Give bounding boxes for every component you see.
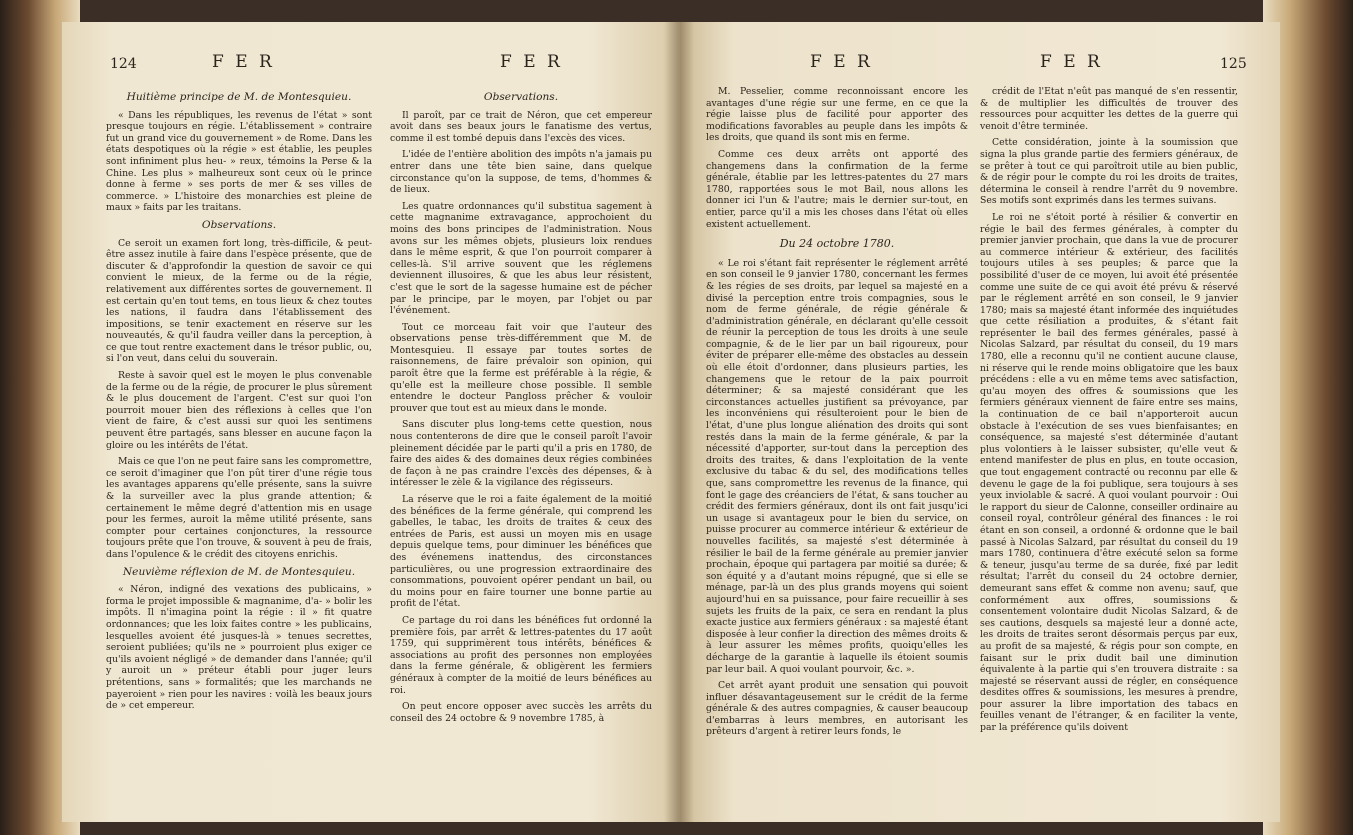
left-page [62,22,680,822]
paragraph: Ce partage du roi dans les bénéfices fut ordonné la première fois, par arrêt & lettres-patentes du 17 août 1759, qui supprimèrent tous intérêts, bénéfices & associations au profit des personnes non employées dans la ferme générale, & obligèrent les fermiers généraux à compter de la moitié de leurs bénéfices au roi. [390,614,652,696]
paragraph: Le roi ne s'étoit porté à résilier & convertir en régie le bail des fermes générales, à compter du premier janvier prochain, que dans la vue de procurer au commerce intérieur & extérieur, des facilités toujours utiles à ses peuples; & parce que la possibilité d'user de ce moyen, lui avoit été présentée comme une suite de ce qui avoit été prévu & réservé par le réglement arrêté en son conseil, le 9 janvier 1780; mais sa majesté étant informée des inquiétudes que cette résiliation a produites, & s'étant fait représenter le bail des fermes générales, passé à Nicolas Salzard, par résultat du conseil, du 19 mars 1780, elle a reconnu qu'il ne contient aucune clause, ni réserve qui le rende moins obligatoire que les baux précédens : elle a vu en même tems avec satisfaction, qu'au moyen des offres & soumissions que les fermiers généraux viennent de faire entre ses mains, la continuation de ce bail n'apporteroit aucun obstacle à l'exécution de ses vues bienfaisantes; en conséquence, sa majesté s'est déterminée d'autant plus volontiers à le laisser subsister, qu'elle veut & entend manifester de plus en plus, en toute occasion, que tout engagement contracté ou reconnu par elle & devenu le gage de la foi publique, sera toujours à ses yeux inviolable & sacré. A quoi voulant pourvoir : Oui le rapport du sieur de Calonne, conseiller ordinaire au conseil royal, contrôleur général des finances : le roi étant en son conseil, a ordonné & ordonne que le bail passé à Nicolas Salzard, par résultat du conseil du 19 mars 1780, continuera d'être exécuté selon sa forme & teneur, jusqu'au terme de sa durée, fixé par ledit résultat; l'arrêt du conseil du 24 octobre dernier, demeurant sans effet & comme non avenu; sauf, que conformément aux offres, soumissions & consentement volontaire dudit Nicolas Salzard, & de ses cautions, desquels sa majesté leur a donné acte, les droits de traites seront désormais perçus par eux, au profit de sa majesté, & régis pour son compte, en faisant sur le prix dudit bail une diminution équivalente à la partie qui s'en trouvera distraite : sa majesté se réservant aussi de régler, en conséquence desdites offres & soumissions, les mesures à prendre, pour assurer la libre importation des tabacs en feuilles venant de l'étranger, & en faciliter la vente, par la préférence qu'ils doivent [980,211,1238,734]
right-page-column-2 [980,86,1238,739]
running-head-right-col1: F E R [810,52,873,72]
paragraph: La réserve que le roi a faite également de la moitié des bénéfices de la ferme générale, qui comprend les gabelles, le tabac, les droits de traites & ceux des entrées de Paris, est aussi un moyen mis en usage depuis quelque tems, pour diminuer les bénéfices que des événemens inattendus, des circonstances particulières, ou une progression extraordinaire des consommations, pouvoient opérer pendant un bail, ou du moins pour en faire tourner une bonne partie au profit de l'état. [390,494,652,610]
page-number-left: 124 [110,56,137,72]
paragraph: Les quatre ordonnances qu'il substitua sagement à cette magnanime extravagance, approchoient du moins des bons principes de l'administration. Nous avons sur les mêmes objets, plusieurs loix rendues dans le même esprit, & que l'on pourroit comparer à celles-là. S'il arrive souvent que les réglemens deviennent illusoires, & que les abus leur résistent, c'est que le sort de la sagesse humaine est de pécher par le principe, par le moyen, par l'objet ou par l'événement. [390,200,652,317]
left-page-column-1 [106,86,372,717]
paragraph: Il paroît, par ce trait de Néron, que cet empereur avoit dans ses beaux jours le fanatisme des vertus, comme il est tombé depuis dans l'excès des vices. [390,109,652,144]
right-page [680,22,1280,822]
dateline: Du 24 octobre 1780. [779,237,895,251]
right-page-column-1 [706,86,968,743]
paragraph: Ce seroit un examen fort long, très-difficile, & peut-être assez inutile à faire dans l'espèce présente, que de discuter & d'approfondir la question de savoir ce qui convient le mieux, de la ferme ou de la régie, relativement aux différentes sortes de gouvernement. Il est certain qu'en tout tems, en tous lieux & chez toutes les nations, il faudra dans l'établissement des impositions, se tenir exactement en réserve sur les nouveautés, & qu'il faudra veiller dans la perception, à ce que tout rentre exactement dans le trésor public, ou, si l'on veut, dans celui du souverain. [106,237,372,365]
paragraph: Sans discuter plus long-tems cette question, nous nous contenterons de dire que le conseil paroît l'avoir pleinement décidée par le parti qu'il a pris en 1780, de faire des aides & des domaines deux régies combinées de façon à ne pas craindre l'excès des dépenses, & à intéresser le zèle & la vigilance des régisseurs. [390,419,652,489]
paragraph: Mais ce que l'on ne peut faire sans les compromettre, ce seroit d'imaginer que l'on pût tirer d'une régie tous les avantages apparens qu'elle présente, sans la suivre & la surveiller avec la plus grande attention; & certainement le même degré d'attention mis en usage pour les fermes, auroit la même utilité présente, sans compter pour certaines conjonctures, la ressource toujours prête que l'on trouve, & souvent à peu de frais, dans l'opulence & le crédit des citoyens enrichis. [106,456,372,560]
paragraph: « Néron, indigné des vexations des publicains, » forma le projet impossible & magnanime, d'a- » bolir les impôts. Il n'imagina point la régie : il » fit quatre ordonnances; que les loix faites contre » les publicains, lesquelles avoient été jusques-là » tenues secrettes, seroient publiées; qu'ils ne » pourroient plus exiger ce qu'ils avoient négligé » de demander dans l'année; qu'il y auroit un » préteur établi pour juger leurs prétentions, sans » formalités; que les marchands ne payeroient » rien pour les navires : voilà les beaux jours de » cet empereur. [106,584,372,712]
paragraph: L'idée de l'entière abolition des impôts n'a jamais pu entrer dans une tête bien saine, dans quelque circonstance qu'on la suppose, de tems, d'hommes & de lieux. [390,149,652,196]
section-heading: Observations. [483,91,559,103]
running-head-right-col2: F E R [1040,52,1103,72]
paragraph: On peut encore opposer avec succès les arrêts du conseil des 24 octobre & 9 novembre 1785, à [390,701,652,724]
paragraph: « Dans les républiques, les revenus de l'état » sont presque toujours en régie. L'établissement » contraire fut un grand vice du gouvernement » de Rome. Dans les états despotiques où la régie » est établie, les peuples sont infiniment plus heu- » reux, témoins la Perse & la Chine. Les plus » malheureux sont ceux où le prince donne à ferme » ses ports de mer & ses villes de commerce. » L'histoire des monarchies est pleine de maux » faits par les traitans. [106,109,372,214]
section-heading: Huitième principe de M. de Montesquieu. [126,91,352,103]
paragraph: Tout ce morceau fait voir que l'auteur des observations pense très-différemment que M. de Montesquieu. Il essaye par toutes sortes de raisonnemens, de faire prévaloir son opinion, qui paroît être que la ferme est préférable à la régie, & qu'elle est la meilleure chose possible. Il semble entendre le docteur Pangloss prêcher & vouloir prouver que tout est au mieux dans le monde. [390,321,652,414]
paragraph: « Le roi s'étant fait représenter le réglement arrêté en son conseil le 9 janvier 1780, concernant les fermes & les régies de ses droits, par lequel sa majesté en a divisé la perception entre trois compagnies, sous le nom de ferme générale, de régie générale & d'administration générale, en déclarant qu'elle cessoit de réunir la perception de tous les droits à une seule compagnie, & de le lier par un bail rigoureux, pour éviter de préparer elle-même des obstacles au dessein où elle étoit d'ordonner, dans plusieurs parties, les changemens que le retour de la paix pourroit déterminer; & sa majesté considérant que les circonstances actuelles justifient sa prévoyance, par les inconvéniens qui résulteroient pour le bien de l'état, d'une plus longue aliénation des droits qui sont restés dans la main de la ferme générale, & par la nécessité d'apporter, sur-tout dans la perception des droits des traites, & dans l'exploitation de la vente exclusive du tabac & du sel, des modifications telles que, sans compromettre les revenus de la finance, qui font le gage des créanciers de l'état, & sans toucher au crédit des fermiers généraux, dont ils ont fait jusqu'ici un usage si avantageux pour le bien du service, on puisse procurer au commerce intérieur & extérieur de nouvelles facilités, sa majesté s'est déterminée à résilier le bail de la ferme générale au premier janvier prochain, époque qui partagera par moitié sa durée; & son équité y a d'autant moins répugné, que si elle se ménage, par-là un des plus grands moyens qui soient aujourd'hui en sa puissance, pour faire recueillir à ses sujets les fruits de la paix, ce sera en rendant la plus exacte justice aux fermiers généraux : sa majesté étant disposée à leur confier la direction des mêmes droits & à leur assurer les mêmes profits, quoiqu'elles les décharge de la garantie à laquelle ils étoient soumis par leur bail. A quoi voulant pourvoir, &c. ». [706,257,968,675]
paragraph: Reste à savoir quel est le moyen le plus convenable de la ferme ou de la régie, de procurer le plus sûrement & le plus doucement de l'argent. C'est sur quoi l'on pourroit mouer bien des réflexions à celles que l'on vient de faire, & c'est aussi sur quoi les sentimens peuvent être partagés, sans blesser en aucune façon la gloire ou les intérêts de l'état. [106,370,372,451]
paragraph: Cette considération, jointe à la soumission que signa la plus grande partie des fermiers généraux, de se prêter à tout ce qui paroîtroit utile au bien public, & de régir pour le compte du roi les droits de traites, détermina le conseil à rendre l'arrêt du 9 novembre. Ses motifs sont exprimés dans les termes suivans. [980,137,1238,207]
paragraph: crédit de l'Etat n'eût pas manqué de s'en ressentir, & de multiplier les difficultés de trouver des ressources pour acquitter les dettes de la guerre qui venoit d'être terminée. [980,86,1238,132]
section-heading: Neuvième réflexion de M. de Montesquieu. [122,565,356,578]
section-heading: Observations. [201,218,277,231]
running-head-left-col1: F E R [212,52,275,72]
book-gutter [664,22,694,822]
page-number-right: 125 [1220,56,1247,72]
running-head-left-col2: F E R [500,52,563,72]
paragraph: M. Pesselier, comme reconnoissant encore les avantages d'une régie sur une ferme, en ce que la régie laisse plus de facilité pour apporter des modifications favorables au peuple dans les impôts & les droits, que quand ils sont mis en ferme. [706,86,968,144]
paragraph: Cet arrêt ayant produit une sensation qui pouvoit influer désavantageusement sur le crédit de la ferme générale & des autres compagnies, & causer beaucoup d'embarras à leurs membres, en autorisant les prêteurs d'argent à retirer leurs fonds, le [706,680,968,738]
paragraph: Comme ces deux arrêts ont apporté des changemens dans la confirmation de la ferme générale, établie par les lettres-patentes du 27 mars 1780, rapportées sous le mot Bail, nous allons les donner ici l'un & l'autre; mais le dernier sur-tout, en entier, parce qu'il a mis les choses dans l'état où elles existent actuellement. [706,148,968,230]
left-page-column-2 [390,86,652,729]
